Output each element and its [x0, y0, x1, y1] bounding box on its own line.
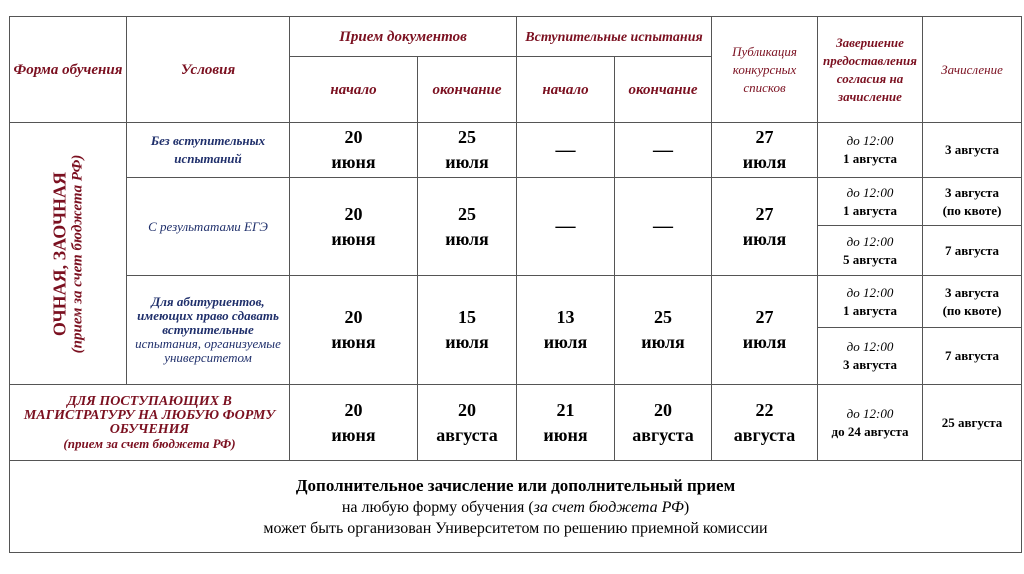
docs-start: 20 июня — [290, 276, 418, 385]
table-row — [10, 178, 1022, 226]
enrollment: 7 августа — [923, 328, 1022, 385]
docs-start: 20 июня — [290, 123, 418, 178]
condition-masters: ДЛЯ ПОСТУПАЮЩИХ В МАГИСТРАТУРУ НА ЛЮБУЮ ФОРМУ ОБУЧЕНИЯ (прием за счет бюджета РФ) — [10, 385, 290, 461]
exams-start: — — [517, 178, 615, 276]
table-row — [10, 385, 1022, 461]
header-consent: Завершение предоставления согласия на зачисление — [818, 17, 923, 123]
footer-note: Дополнительное зачисление или дополнительный прием на любую форму обучения (за счет бюджета РФ) может быть организован Университетом по решению приемной комиссии — [10, 461, 1022, 553]
enrollment: 25 августа — [923, 385, 1022, 461]
header-exams-start: начало — [517, 57, 615, 123]
table-row — [10, 123, 1022, 178]
condition-no-exams: Без вступительных испытаний — [127, 123, 290, 178]
header-docs-end: окончание — [418, 57, 517, 123]
admission-schedule-table — [9, 16, 1022, 553]
table-row — [10, 276, 1022, 328]
exams-start: 13 июля — [517, 276, 615, 385]
consent: до 12:00 до 24 августа — [818, 385, 923, 461]
exams-start: — — [517, 123, 615, 178]
enrollment: 7 августа — [923, 226, 1022, 276]
docs-end: 15 июля — [418, 276, 517, 385]
form-vertical-label: ОЧНАЯ, ЗАОЧНАЯ (прием за счет бюджета РФ) — [49, 154, 86, 353]
publication: 27 июля — [712, 178, 818, 276]
docs-start: 20 июня — [290, 385, 418, 461]
publication: 22 августа — [712, 385, 818, 461]
consent: до 12:00 1 августа — [818, 123, 923, 178]
form-cell — [10, 123, 127, 385]
condition-applicants: Для абитуриентов, имеющих право сдавать вступительные испытания, организуемые университетом — [127, 276, 290, 385]
condition-ege: С результатами ЕГЭ — [127, 178, 290, 276]
header-conditions: Условия — [127, 17, 290, 123]
exams-end: — — [615, 178, 712, 276]
enrollment: 3 августа — [923, 123, 1022, 178]
publication: 27 июля — [712, 123, 818, 178]
consent: до 12:00 5 августа — [818, 226, 923, 276]
consent: до 12:00 1 августа — [818, 178, 923, 226]
docs-end: 20 августа — [418, 385, 517, 461]
header-exams-end: окончание — [615, 57, 712, 123]
docs-start: 20 июня — [290, 178, 418, 276]
header-form: Форма обучения — [10, 17, 127, 123]
header-docs-start: начало — [290, 57, 418, 123]
enrollment: 3 августа (по квоте) — [923, 178, 1022, 226]
exams-end: — — [615, 123, 712, 178]
enrollment: 3 августа (по квоте) — [923, 276, 1022, 328]
header-docs: Прием документов — [290, 17, 517, 57]
exams-end: 25 июля — [615, 276, 712, 385]
docs-end: 25 июля — [418, 123, 517, 178]
consent: до 12:00 3 августа — [818, 328, 923, 385]
exams-end: 20 августа — [615, 385, 712, 461]
header-exams: Вступительные испытания — [517, 17, 712, 57]
exams-start: 21 июня — [517, 385, 615, 461]
header-enrollment: Зачисление — [923, 17, 1022, 123]
publication: 27 июля — [712, 276, 818, 385]
header-publication: Публикация конкурсных списков — [712, 17, 818, 123]
docs-end: 25 июля — [418, 178, 517, 276]
consent: до 12:00 1 августа — [818, 276, 923, 328]
footer-row — [10, 461, 1022, 553]
